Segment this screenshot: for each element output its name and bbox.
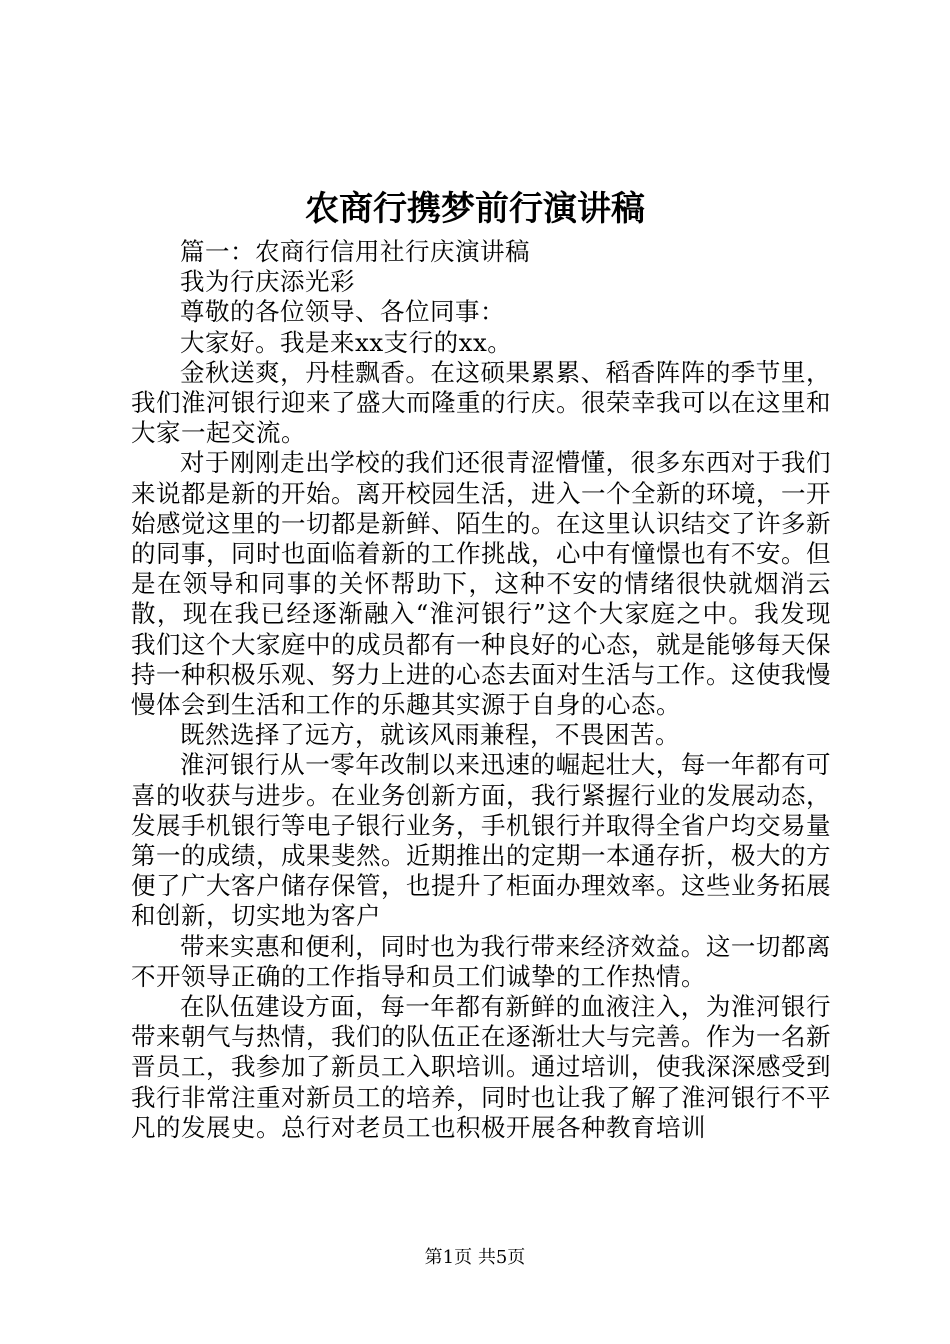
paragraph: 在队伍建设方面，每一年都有新鲜的血液注入，为淮河银行带来朝气与热情，我们的队伍正在逐渐壮大与完善。作为一名新晋员工，我参加了新员工入职培训。通过培训，使我深深感受到我行非常注重对新员工的培养，同时也让我了解了淮河银行不平凡的发展史。总行对老员工也积极开展各种教育培训 [131,992,831,1142]
paragraph: 大家好。我是来xx支行的xx。 [180,327,513,357]
paragraph: 带来实惠和便利，同时也为我行带来经济效益。这一切都离不开领导正确的工作指导和员工们诚挚的工作热情。 [131,931,831,991]
document-body [131,237,831,1143]
page-footer: 第1页 共5页 [424,1247,526,1268]
paragraph: 淮河银行从一零年改制以来迅速的崛起壮大，每一年都有可喜的收获与进步。在业务创新方面，我行紧握行业的发展动态，发展手机银行等电子银行业务，手机银行并取得全省户均交易量第一的成绩，成果斐然。近期推出的定期一本通存折，极大的方便了广大客户储存保管，也提升了柜面办理效率。这些业务拓展和创新，切实地为客户 [131,750,831,931]
paragraph: 我为行庆添光彩 [180,267,355,297]
paragraph: 篇一：农商行信用社行庆演讲稿 [180,237,530,266]
paragraph: 尊敬的各位领导、各位同事： [180,297,505,327]
paragraph: 既然选择了远方，就该风雨兼程，不畏困苦。 [180,720,680,750]
paragraph: 金秋送爽，丹桂飘香。在这硕果累累、稻香阵阵的季节里，我们淮河银行迎来了盛大而隆重的行庆。很荣幸我可以在这里和大家一起交流。 [131,357,831,448]
paragraph: 对于刚刚走出学校的我们还很青涩懵懂，很多东西对于我们来说都是新的开始。离开校园生活，进入一个全新的环境，一开始感觉这里的一切都是新鲜、陌生的。在这里认识结交了许多新的同事，同时也面临着新的工作挑战，心中有憧憬也有不安。但是在领导和同事的关怀帮助下，这种不安的情绪很快就烟消云散，现在我已经逐渐融入“淮河银行”这个大家庭之中。我发现我们这个大家庭中的成员都有一种良好的心态，就是能够每天保持一种积极乐观、努力上进的心态去面对生活与工作。这使我慢慢体会到生活和工作的乐趣其实源于自身的心态。 [131,448,831,720]
page-title: 农商行携梦前行演讲稿 [305,189,645,229]
